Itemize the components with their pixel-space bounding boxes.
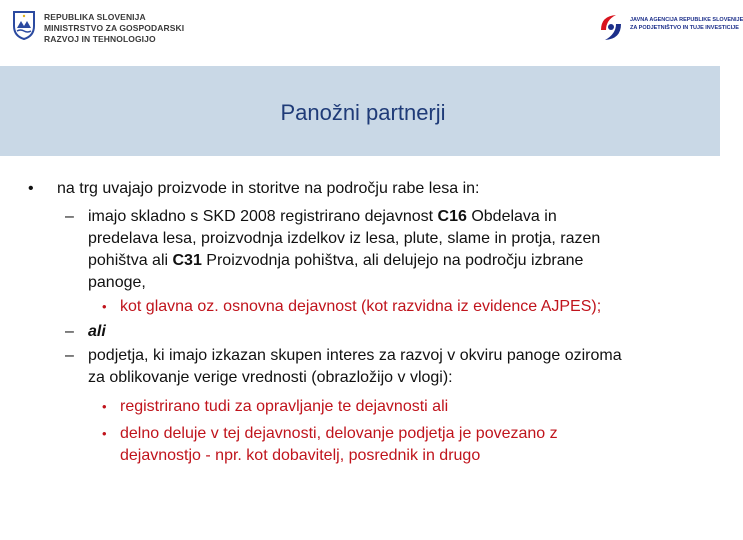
sub-item-registered: registrirano tudi za opravljanje te dejavnosti ali bbox=[120, 398, 449, 415]
list-item-companies-line2: za oblikovanje verige vrednosti (obrazložijo v vlogi): bbox=[88, 369, 453, 386]
ministry-name bbox=[44, 12, 184, 45]
agency-line: ZA PODJETNIŠTVO IN TUJE INVESTICIJE bbox=[630, 25, 739, 31]
sub-item-partial-line2: dejavnostjo - npr. kot dobavitelj, posrednik in drugo bbox=[120, 447, 481, 464]
dash-marker: – bbox=[65, 208, 74, 225]
sub-item-partial: delno deluje v tej dejavnosti, delovanje podjetja je povezano z bbox=[120, 425, 558, 442]
list-item-skd-line2: predelava lesa, proizvodnja izdelkov iz lesa, plute, slame in protja, razen bbox=[88, 230, 601, 247]
ministry-logo bbox=[10, 8, 210, 48]
agency-logo bbox=[596, 10, 743, 50]
list-item-skd bbox=[88, 206, 557, 228]
dash-marker: – bbox=[65, 347, 74, 364]
list-item-companies: podjetja, ki imajo izkazan skupen interes za razvoj v okviru panoge oziroma bbox=[88, 347, 622, 364]
text-run: Proizvodnja pohištva, ali delujejo na področju izbrane bbox=[201, 252, 584, 269]
slovenia-coat-of-arms-icon bbox=[12, 10, 36, 40]
slide-title: Panožni partnerji bbox=[280, 100, 446, 125]
code-c16: C16 bbox=[437, 208, 467, 225]
text-run: pohištva ali bbox=[88, 252, 173, 269]
sub-bullet-marker: • bbox=[102, 299, 107, 314]
sub-bullet-marker: • bbox=[102, 426, 107, 441]
code-c31: C31 bbox=[172, 252, 202, 269]
agency-name bbox=[630, 16, 743, 32]
main-bullet-text: na trg uvajajo proizvode in storitve na področju rabe lesa in: bbox=[57, 180, 480, 197]
dash-marker: – bbox=[65, 323, 74, 340]
ministry-line: REPUBLIKA SLOVENIJA bbox=[44, 12, 146, 22]
ministry-line: RAZVOJ IN TEHNOLOGIJO bbox=[44, 34, 156, 44]
list-item-ali: ali bbox=[88, 323, 106, 340]
slide-header bbox=[0, 0, 743, 66]
ministry-line: MINISTRSTVO ZA GOSPODARSKI bbox=[44, 23, 185, 33]
sub-item-main-activity: kot glavna oz. osnovna dejavnost (kot razvidna iz evidence AJPES); bbox=[120, 298, 602, 315]
agency-line: JAVNA AGENCIJA REPUBLIKE SLOVENIJE bbox=[630, 17, 743, 23]
bullet-marker: • bbox=[28, 180, 34, 197]
sub-bullet-marker: • bbox=[102, 399, 107, 414]
text-run: imajo skladno s SKD 2008 registrirano dejavnost bbox=[88, 208, 438, 225]
list-item-skd-line3 bbox=[88, 250, 583, 272]
list-item-skd-line4: panoge, bbox=[88, 274, 146, 291]
text-run: Obdelava in bbox=[466, 208, 557, 225]
agency-swirl-icon bbox=[596, 10, 626, 44]
